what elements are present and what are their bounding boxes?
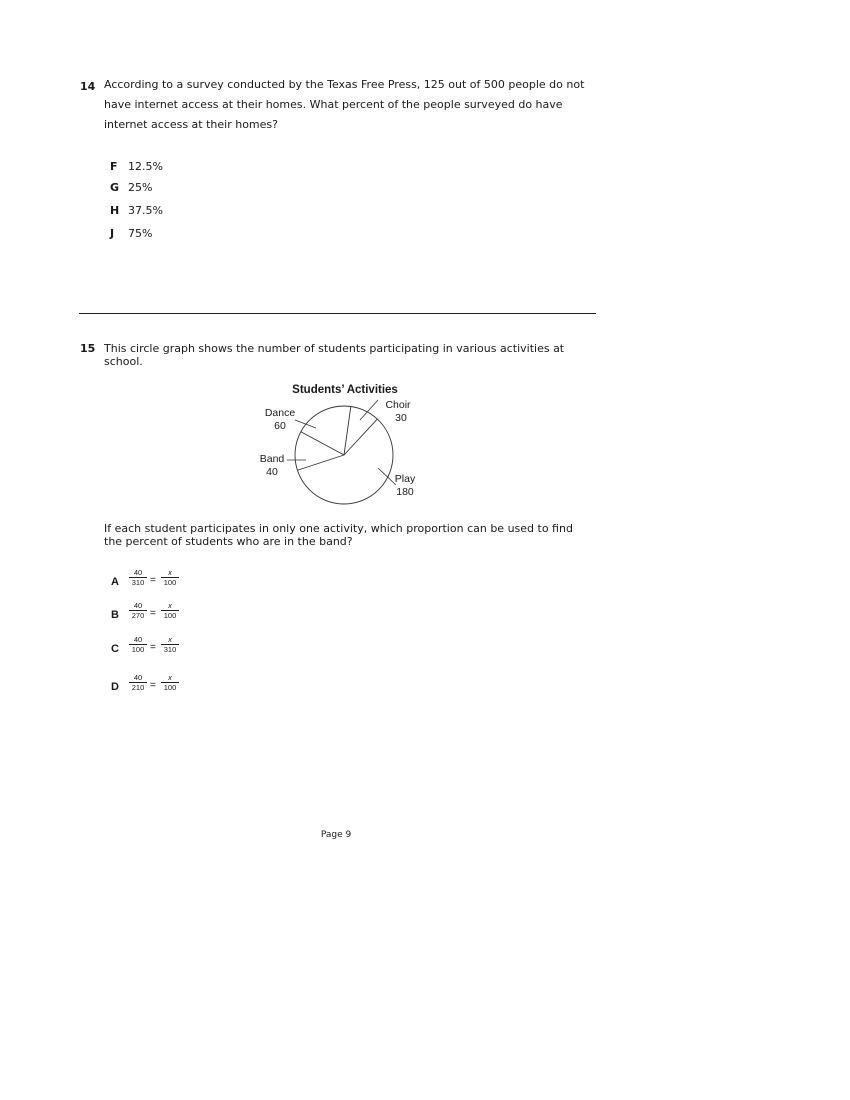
choice-a[interactable] [111, 568, 191, 594]
fraction-denominator: 100 [163, 578, 177, 587]
equals-sign: = [150, 575, 156, 586]
fraction-numerator: x [161, 635, 179, 645]
fraction-numerator: x [161, 568, 179, 578]
fraction-denominator: 310 [131, 578, 145, 587]
right-fraction [161, 568, 179, 587]
chart-title: Students’ Activities [292, 384, 398, 396]
choice-b[interactable] [111, 601, 191, 627]
equals-sign: = [150, 642, 156, 653]
fraction-denominator: 100 [163, 683, 177, 692]
equals-sign: = [150, 680, 156, 691]
pie-label-name: Dance [264, 407, 296, 419]
pie-label-value: 180 [396, 486, 414, 498]
question-14-line: According to a survey conducted by the Texas Free Press, 125 out of 500 people do not [104, 78, 585, 91]
fraction-numerator: 40 [129, 673, 147, 683]
right-fraction [161, 673, 179, 692]
pie-slice-boundary-choir [344, 406, 351, 455]
pie-slice-boundary-dance [301, 432, 344, 455]
question-15-followup-line: If each student participates in only one activity, which proportion can be used to find [104, 522, 573, 535]
left-fraction [129, 635, 147, 654]
fraction-numerator: x [161, 601, 179, 611]
choice-letter: F [110, 160, 118, 173]
choice-letter: C [111, 643, 119, 655]
pie-label-play [391, 473, 419, 499]
pie-label-name: Choir [385, 399, 411, 411]
left-fraction [129, 568, 147, 587]
choice-text: 12.5% [128, 160, 163, 173]
left-fraction [129, 601, 147, 620]
pie-label-dance [261, 407, 299, 433]
pie-label-value: 30 [395, 412, 407, 424]
choice-d[interactable] [111, 673, 191, 699]
equals-sign: = [150, 608, 156, 619]
pie-label-name: Play [394, 473, 416, 485]
question-14-number: 14 [80, 80, 96, 93]
choice-g[interactable] [110, 181, 152, 194]
question-15-followup [104, 522, 599, 548]
question-15-line: school. [104, 355, 143, 368]
question-14-line: internet access at their homes? [104, 118, 278, 131]
choice-j[interactable] [110, 227, 152, 240]
fraction-denominator: 310 [163, 645, 177, 654]
pie-slice-boundary-play [344, 419, 377, 455]
choice-letter: G [110, 181, 120, 194]
page-number: Page 9 [320, 830, 352, 840]
choice-letter: B [111, 609, 119, 621]
choice-letter: A [111, 576, 119, 588]
choice-text: 75% [128, 227, 153, 240]
section-divider [79, 313, 596, 314]
right-fraction [161, 601, 179, 620]
fraction-denominator: 210 [131, 683, 145, 692]
pie-chart [250, 380, 440, 505]
pie-label-choir [381, 399, 415, 425]
pie-label-value: 40 [266, 466, 278, 478]
question-15-text [104, 342, 599, 368]
choice-letter: J [110, 227, 115, 240]
choice-letter: D [111, 681, 119, 693]
choice-letter: H [110, 204, 120, 217]
choice-text: 25% [128, 181, 153, 194]
pie-label-name: Band [259, 453, 285, 465]
question-15-line: This circle graph shows the number of students participating in various activities at [104, 342, 565, 355]
left-fraction [129, 673, 147, 692]
pie-label-value: 60 [274, 420, 286, 432]
fraction-denominator: 100 [163, 611, 177, 620]
question-14-line: have internet access at their homes. What percent of the people surveyed do have [104, 98, 563, 111]
fraction-denominator: 100 [131, 645, 145, 654]
question-15-followup-line: the percent of students who are in the band? [104, 535, 353, 548]
pie-label-band [255, 453, 289, 479]
fraction-denominator: 270 [131, 611, 145, 620]
choice-text: 37.5% [128, 204, 163, 217]
choice-c[interactable] [111, 635, 191, 661]
fraction-numerator: 40 [129, 601, 147, 611]
question-14-text [104, 75, 599, 135]
fraction-numerator: 40 [129, 568, 147, 578]
pie-slice-boundary-band [297, 455, 344, 470]
fraction-numerator: x [161, 673, 179, 683]
question-15-number: 15 [80, 342, 96, 355]
choice-f[interactable] [110, 160, 163, 173]
fraction-numerator: 40 [129, 635, 147, 645]
right-fraction [161, 635, 179, 654]
choice-h[interactable] [110, 204, 163, 217]
